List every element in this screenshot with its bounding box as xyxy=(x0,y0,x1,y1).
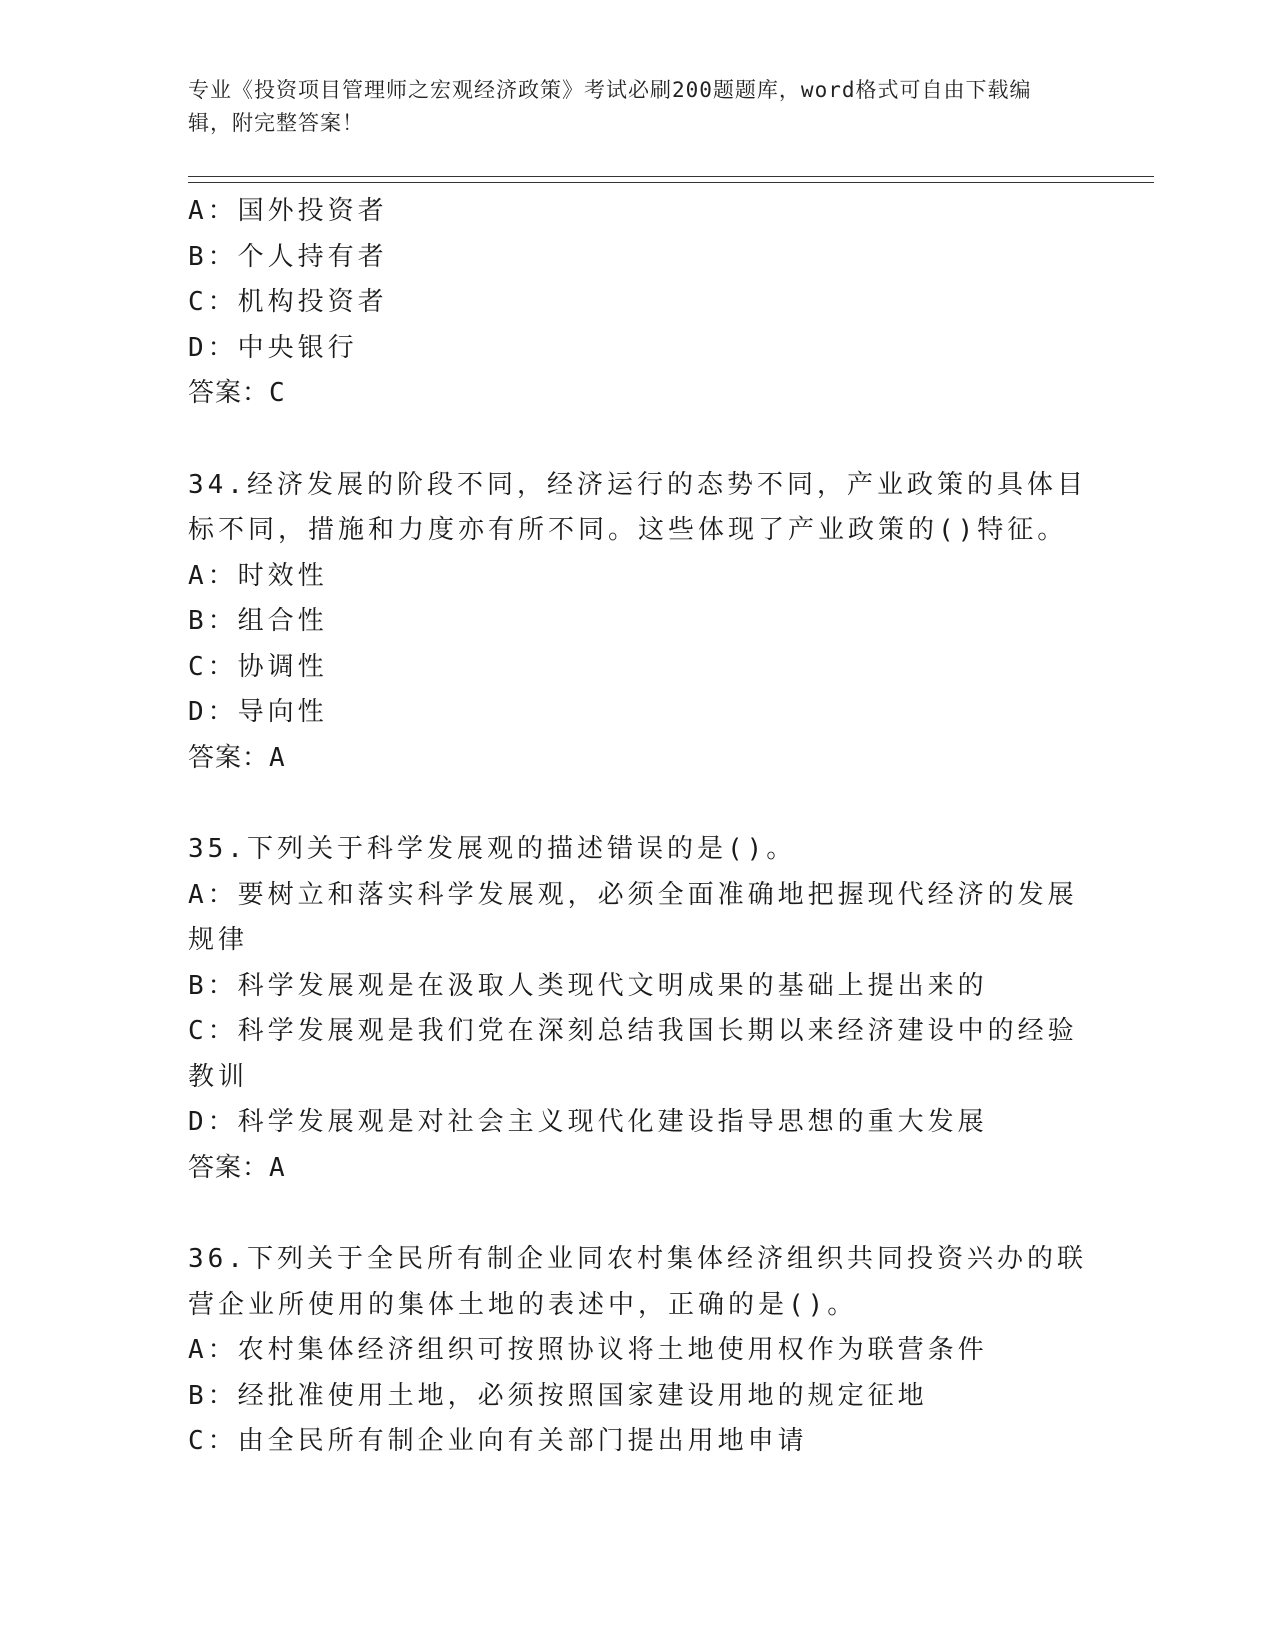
document-header: 专业《投资项目管理师之宏观经济政策》考试必刷200题题库，word格式可自由下载编辑，附完整答案！ xyxy=(188,78,1032,135)
answer-value: A xyxy=(269,742,286,773)
question-list xyxy=(188,189,1088,1465)
answer-label: 答案： xyxy=(188,742,270,773)
question-stem: 36.下列关于全民所有制企业同农村集体经济组织共同投资兴办的联营企业所使用的集体土地的表述中，正确的是()。 xyxy=(188,1244,1087,1320)
answer-line xyxy=(188,736,1088,782)
header-divider-top xyxy=(188,176,1154,177)
option-a: A：要树立和落实科学发展观，必须全面准确地把握现代经济的发展规律 xyxy=(188,879,1078,955)
answer-value: C xyxy=(269,378,286,408)
question-stem: 35.下列关于科学发展观的描述错误的是()。 xyxy=(188,834,797,864)
answer-line xyxy=(188,371,1088,417)
answer-label: 答案： xyxy=(188,1152,270,1183)
option-a: A：时效性 xyxy=(188,560,328,591)
option-a: A：国外投资者 xyxy=(188,196,388,226)
option-c: C：机构投资者 xyxy=(188,287,388,317)
question-stem: 34.经济发展的阶段不同，经济运行的态势不同，产业政策的具体目标不同，措施和力度亦有所不同。这些体现了产业政策的()特征。 xyxy=(188,469,1087,545)
question-block xyxy=(188,827,1088,1191)
question-block xyxy=(188,463,1088,782)
option-a: A：农村集体经济组织可按照协议将土地使用权作为联营条件 xyxy=(188,1335,988,1365)
header-divider-bottom xyxy=(188,182,1154,183)
answer-label: 答案： xyxy=(188,378,270,408)
answer-value: A xyxy=(269,1152,286,1183)
option-c: C：协调性 xyxy=(188,651,328,682)
option-b: B：科学发展观是在汲取人类现代文明成果的基础上提出来的 xyxy=(188,970,988,1001)
option-d: D：中央银行 xyxy=(188,332,358,363)
question-block xyxy=(188,189,1088,417)
answer-line xyxy=(188,1146,1088,1192)
option-b: B：个人持有者 xyxy=(188,241,388,272)
option-b: B：经批准使用土地，必须按照国家建设用地的规定征地 xyxy=(188,1380,928,1411)
option-c: C：由全民所有制企业向有关部门提出用地申请 xyxy=(188,1426,808,1456)
option-d: D：科学发展观是对社会主义现代化建设指导思想的重大发展 xyxy=(188,1107,988,1137)
option-b: B：组合性 xyxy=(188,606,328,636)
option-c: C：科学发展观是我们党在深刻总结我国长期以来经济建设中的经验教训 xyxy=(188,1016,1078,1092)
option-d: D：导向性 xyxy=(188,697,328,727)
question-block xyxy=(188,1237,1088,1465)
